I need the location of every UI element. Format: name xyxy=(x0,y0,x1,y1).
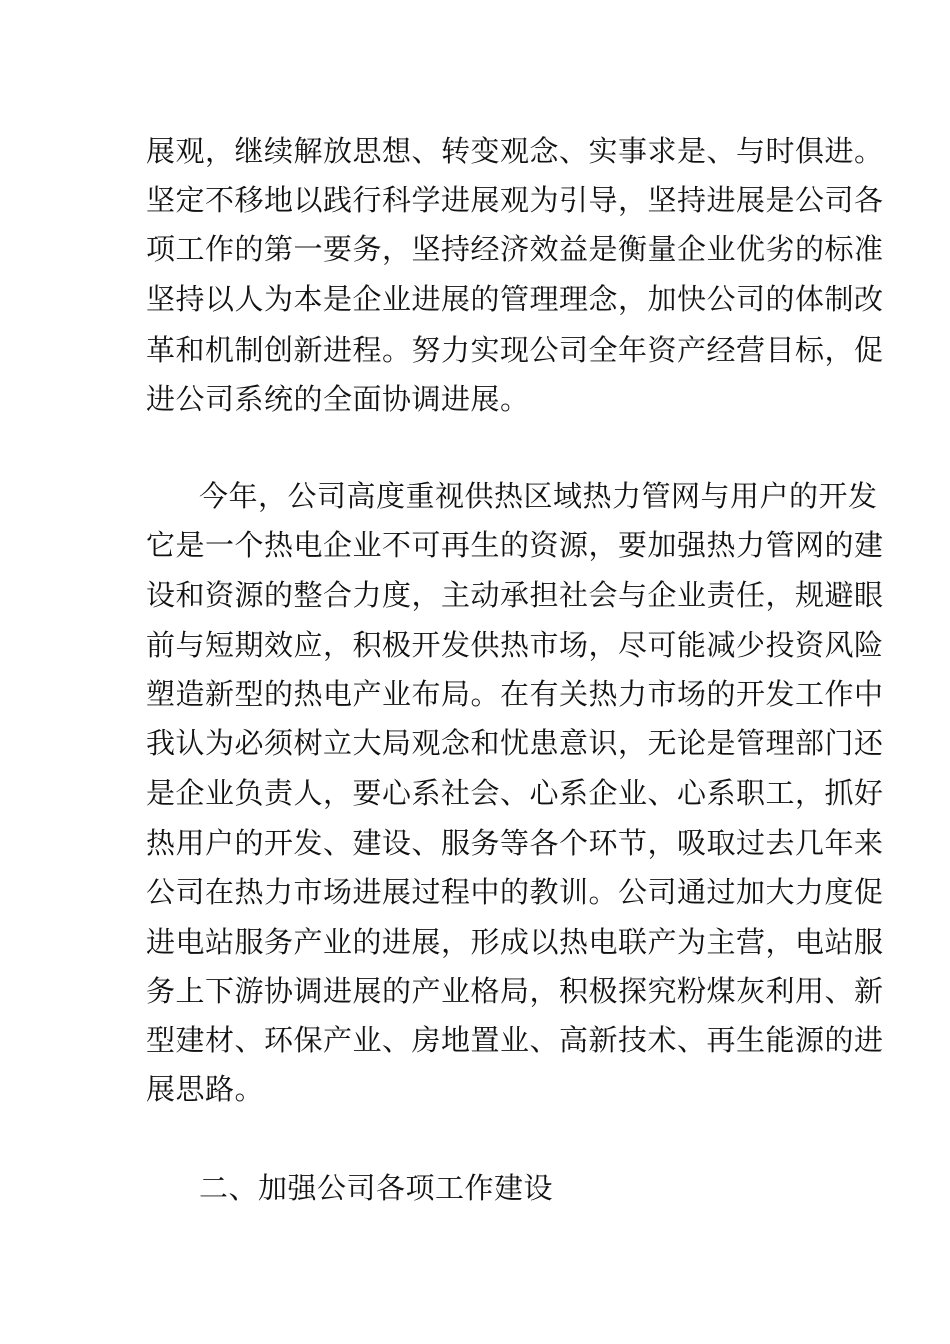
paragraph-2-line-8: 热用户的开发、建设、服务等各个环节，吸取过去几年来 xyxy=(146,826,884,860)
paragraph-2-line-6: 我认为必须树立大局观念和忧患意识，无论是管理部门还 xyxy=(146,726,884,760)
paragraph-2-line-10: 进电站服务产业的进展，形成以热电联产为主营，电站服 xyxy=(146,925,884,959)
paragraph-2-line-4: 前与短期效应，积极开发供热市场，尽可能减少投资风险 xyxy=(146,628,884,662)
paragraph-2-line-13: 展思路。 xyxy=(146,1072,265,1106)
paragraph-1-line-3: 项工作的第一要务，坚持经济效益是衡量企业优劣的标准 xyxy=(146,232,884,266)
paragraph-2-line-5: 塑造新型的热电产业布局。在有关热力市场的开发工作中 xyxy=(146,677,884,711)
paragraph-2-line-7: 是企业负责人，要心系社会、心系企业、心系职工，抓好 xyxy=(146,776,884,810)
paragraph-2-line-2: 它是一个热电企业不可再生的资源，要加强热力管网的建 xyxy=(146,528,884,562)
paragraph-2-line-11: 务上下游协调进展的产业格局，积极探究粉煤灰利用、新 xyxy=(146,974,884,1008)
paragraph-2-line-3: 设和资源的整合力度，主动承担社会与企业责任，规避眼 xyxy=(146,578,884,612)
paragraph-1-line-6: 进公司系统的全面协调进展。 xyxy=(146,382,530,416)
paragraph-1-line-2: 坚定不移地以践行科学进展观为引导，坚持进展是公司各 xyxy=(146,183,884,217)
paragraph-1-line-1: 展观，继续解放思想、转变观念、实事求是、与时俱进。 xyxy=(146,134,884,168)
paragraph-1-line-5: 革和机制创新进程。努力实现公司全年资产经营目标，促 xyxy=(146,333,884,367)
paragraph-1-line-4: 坚持以人为本是企业进展的管理理念，加快公司的体制改 xyxy=(146,282,884,316)
paragraph-2-line-1: 今年，公司高度重视供热区域热力管网与用户的开发 xyxy=(199,479,878,513)
paragraph-2-line-9: 公司在热力市场进展过程中的教训。公司通过加大力度促 xyxy=(146,875,884,909)
paragraph-2-line-12: 型建材、环保产业、房地置业、高新技术、再生能源的进 xyxy=(146,1023,884,1057)
section-heading: 二、加强公司各项工作建设 xyxy=(199,1171,554,1205)
